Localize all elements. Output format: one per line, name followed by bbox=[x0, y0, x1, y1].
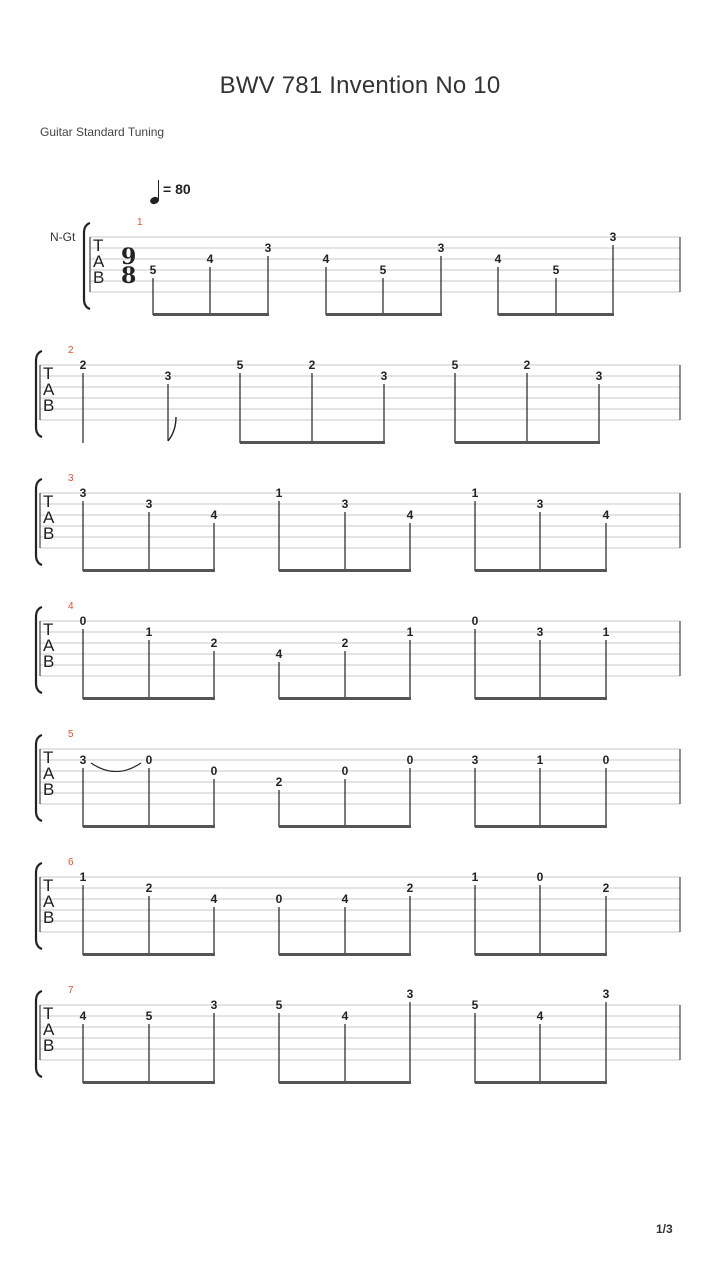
fret-number: 4 bbox=[79, 1009, 87, 1023]
fret-number: 3 bbox=[602, 987, 610, 1001]
beam bbox=[475, 569, 607, 572]
fret-number: 5 bbox=[236, 358, 244, 372]
fret-number: 4 bbox=[322, 252, 330, 266]
fret-number: 3 bbox=[406, 987, 414, 1001]
staff-brace bbox=[36, 479, 42, 565]
fret-number: 2 bbox=[602, 881, 610, 895]
beam bbox=[326, 313, 442, 316]
staff-brace bbox=[36, 991, 42, 1077]
fret-number: 5 bbox=[552, 263, 560, 277]
tuning-label: Guitar Standard Tuning bbox=[40, 125, 165, 139]
fret-number: 0 bbox=[341, 764, 349, 778]
score-title: BWV 781 Invention No 10 bbox=[219, 72, 501, 99]
beam bbox=[240, 441, 385, 444]
tab-clef-letter: B bbox=[43, 524, 55, 543]
tab-clef-letter: A bbox=[93, 252, 105, 271]
fret-number: 2 bbox=[523, 358, 531, 372]
fret-number: 3 bbox=[341, 497, 349, 511]
fret-number: 3 bbox=[210, 998, 218, 1012]
beam bbox=[83, 825, 215, 828]
fret-number: 0 bbox=[145, 753, 153, 767]
staff-brace bbox=[36, 607, 42, 693]
fret-number: 1 bbox=[406, 625, 414, 639]
beam bbox=[475, 697, 607, 700]
tab-clef-letter: A bbox=[43, 380, 55, 399]
measure-number: 1 bbox=[137, 217, 143, 228]
fret-number: 4 bbox=[210, 508, 218, 522]
fret-number: 4 bbox=[406, 508, 414, 522]
fret-number: 4 bbox=[206, 252, 214, 266]
fret-number: 3 bbox=[164, 369, 172, 383]
fret-number: 1 bbox=[145, 625, 153, 639]
fret-number: 3 bbox=[536, 625, 544, 639]
eighth-flag-icon bbox=[168, 417, 176, 441]
beam bbox=[475, 953, 607, 956]
tab-clef-letter: T bbox=[43, 364, 54, 383]
fret-number: 4 bbox=[494, 252, 502, 266]
fret-number: 3 bbox=[536, 497, 544, 511]
tab-clef-letter: A bbox=[43, 508, 55, 527]
measure-number: 7 bbox=[68, 985, 74, 996]
tab-clef-letter: A bbox=[43, 764, 55, 783]
beam bbox=[455, 441, 600, 444]
beam bbox=[83, 1081, 215, 1084]
fret-number: 4 bbox=[341, 1009, 349, 1023]
tab-clef-letter: T bbox=[43, 876, 54, 895]
tab-clef-letter: A bbox=[43, 636, 55, 655]
tab-clef-letter: B bbox=[43, 780, 55, 799]
tab-clef-letter: B bbox=[93, 268, 105, 287]
fret-number: 3 bbox=[595, 369, 603, 383]
tab-clef-letter: B bbox=[43, 396, 55, 415]
fret-number: 1 bbox=[79, 870, 87, 884]
measure-number: 4 bbox=[68, 601, 74, 612]
fret-number: 5 bbox=[275, 998, 283, 1012]
beam bbox=[498, 313, 614, 316]
fret-number: 4 bbox=[210, 892, 218, 906]
beam bbox=[83, 569, 215, 572]
fret-number: 1 bbox=[536, 753, 544, 767]
fret-number: 3 bbox=[471, 753, 479, 767]
fret-number: 5 bbox=[451, 358, 459, 372]
beam bbox=[475, 825, 607, 828]
fret-number: 0 bbox=[79, 614, 87, 628]
fret-number: 2 bbox=[210, 636, 218, 650]
fret-number: 2 bbox=[341, 636, 349, 650]
fret-number: 1 bbox=[275, 486, 283, 500]
beam bbox=[83, 697, 215, 700]
tab-clef-letter: T bbox=[93, 236, 104, 255]
tab-clef-letter: T bbox=[43, 492, 54, 511]
measure-number: 6 bbox=[68, 857, 74, 868]
fret-number: 3 bbox=[609, 230, 617, 244]
measure-number: 5 bbox=[68, 729, 74, 740]
page-number: 1/3 bbox=[656, 1222, 673, 1236]
beam bbox=[279, 953, 411, 956]
staff-brace bbox=[36, 351, 42, 437]
fret-number: 0 bbox=[602, 753, 610, 767]
fret-number: 2 bbox=[308, 358, 316, 372]
tab-clef-letter: A bbox=[43, 892, 55, 911]
fret-number: 3 bbox=[264, 241, 272, 255]
tab-clef-letter: B bbox=[43, 1036, 55, 1055]
beam bbox=[279, 825, 411, 828]
fret-number: 3 bbox=[437, 241, 445, 255]
track-name: N-Gt bbox=[50, 230, 76, 244]
fret-number: 0 bbox=[210, 764, 218, 778]
fret-number: 5 bbox=[145, 1009, 153, 1023]
tab-clef-letter: B bbox=[43, 908, 55, 927]
fret-number: 3 bbox=[79, 753, 87, 767]
fret-number: 4 bbox=[602, 508, 610, 522]
beam bbox=[475, 1081, 607, 1084]
fret-number: 5 bbox=[149, 263, 157, 277]
tie-arc bbox=[91, 763, 141, 772]
fret-number: 0 bbox=[275, 892, 283, 906]
fret-number: 2 bbox=[145, 881, 153, 895]
fret-number: 2 bbox=[79, 358, 87, 372]
staff-brace bbox=[36, 863, 42, 949]
fret-number: 2 bbox=[406, 881, 414, 895]
beam bbox=[279, 697, 411, 700]
fret-number: 5 bbox=[379, 263, 387, 277]
tempo-value: = 80 bbox=[163, 181, 191, 197]
fret-number: 4 bbox=[536, 1009, 544, 1023]
tab-clef-letter: A bbox=[43, 1020, 55, 1039]
fret-number: 2 bbox=[275, 775, 283, 789]
fret-number: 3 bbox=[79, 486, 87, 500]
fret-number: 0 bbox=[471, 614, 479, 628]
tab-clef-letter: T bbox=[43, 620, 54, 639]
time-signature-numerator: 9 bbox=[121, 244, 137, 270]
beam bbox=[153, 313, 269, 316]
beam bbox=[279, 569, 411, 572]
fret-number: 1 bbox=[471, 870, 479, 884]
tab-clef-letter: T bbox=[43, 748, 54, 767]
beam bbox=[83, 953, 215, 956]
staff-brace bbox=[84, 223, 90, 309]
fret-number: 4 bbox=[275, 647, 283, 661]
fret-number: 0 bbox=[406, 753, 414, 767]
fret-number: 3 bbox=[380, 369, 388, 383]
staff-brace bbox=[36, 735, 42, 821]
fret-number: 3 bbox=[145, 497, 153, 511]
fret-number: 1 bbox=[602, 625, 610, 639]
beam bbox=[279, 1081, 411, 1084]
time-signature-denominator: 8 bbox=[121, 263, 137, 289]
fret-number: 4 bbox=[341, 892, 349, 906]
fret-number: 0 bbox=[536, 870, 544, 884]
fret-number: 5 bbox=[471, 998, 479, 1012]
tab-clef-letter: T bbox=[43, 1004, 54, 1023]
measure-number: 2 bbox=[68, 345, 74, 356]
measure-number: 3 bbox=[68, 473, 74, 484]
tab-clef-letter: B bbox=[43, 652, 55, 671]
fret-number: 1 bbox=[471, 486, 479, 500]
